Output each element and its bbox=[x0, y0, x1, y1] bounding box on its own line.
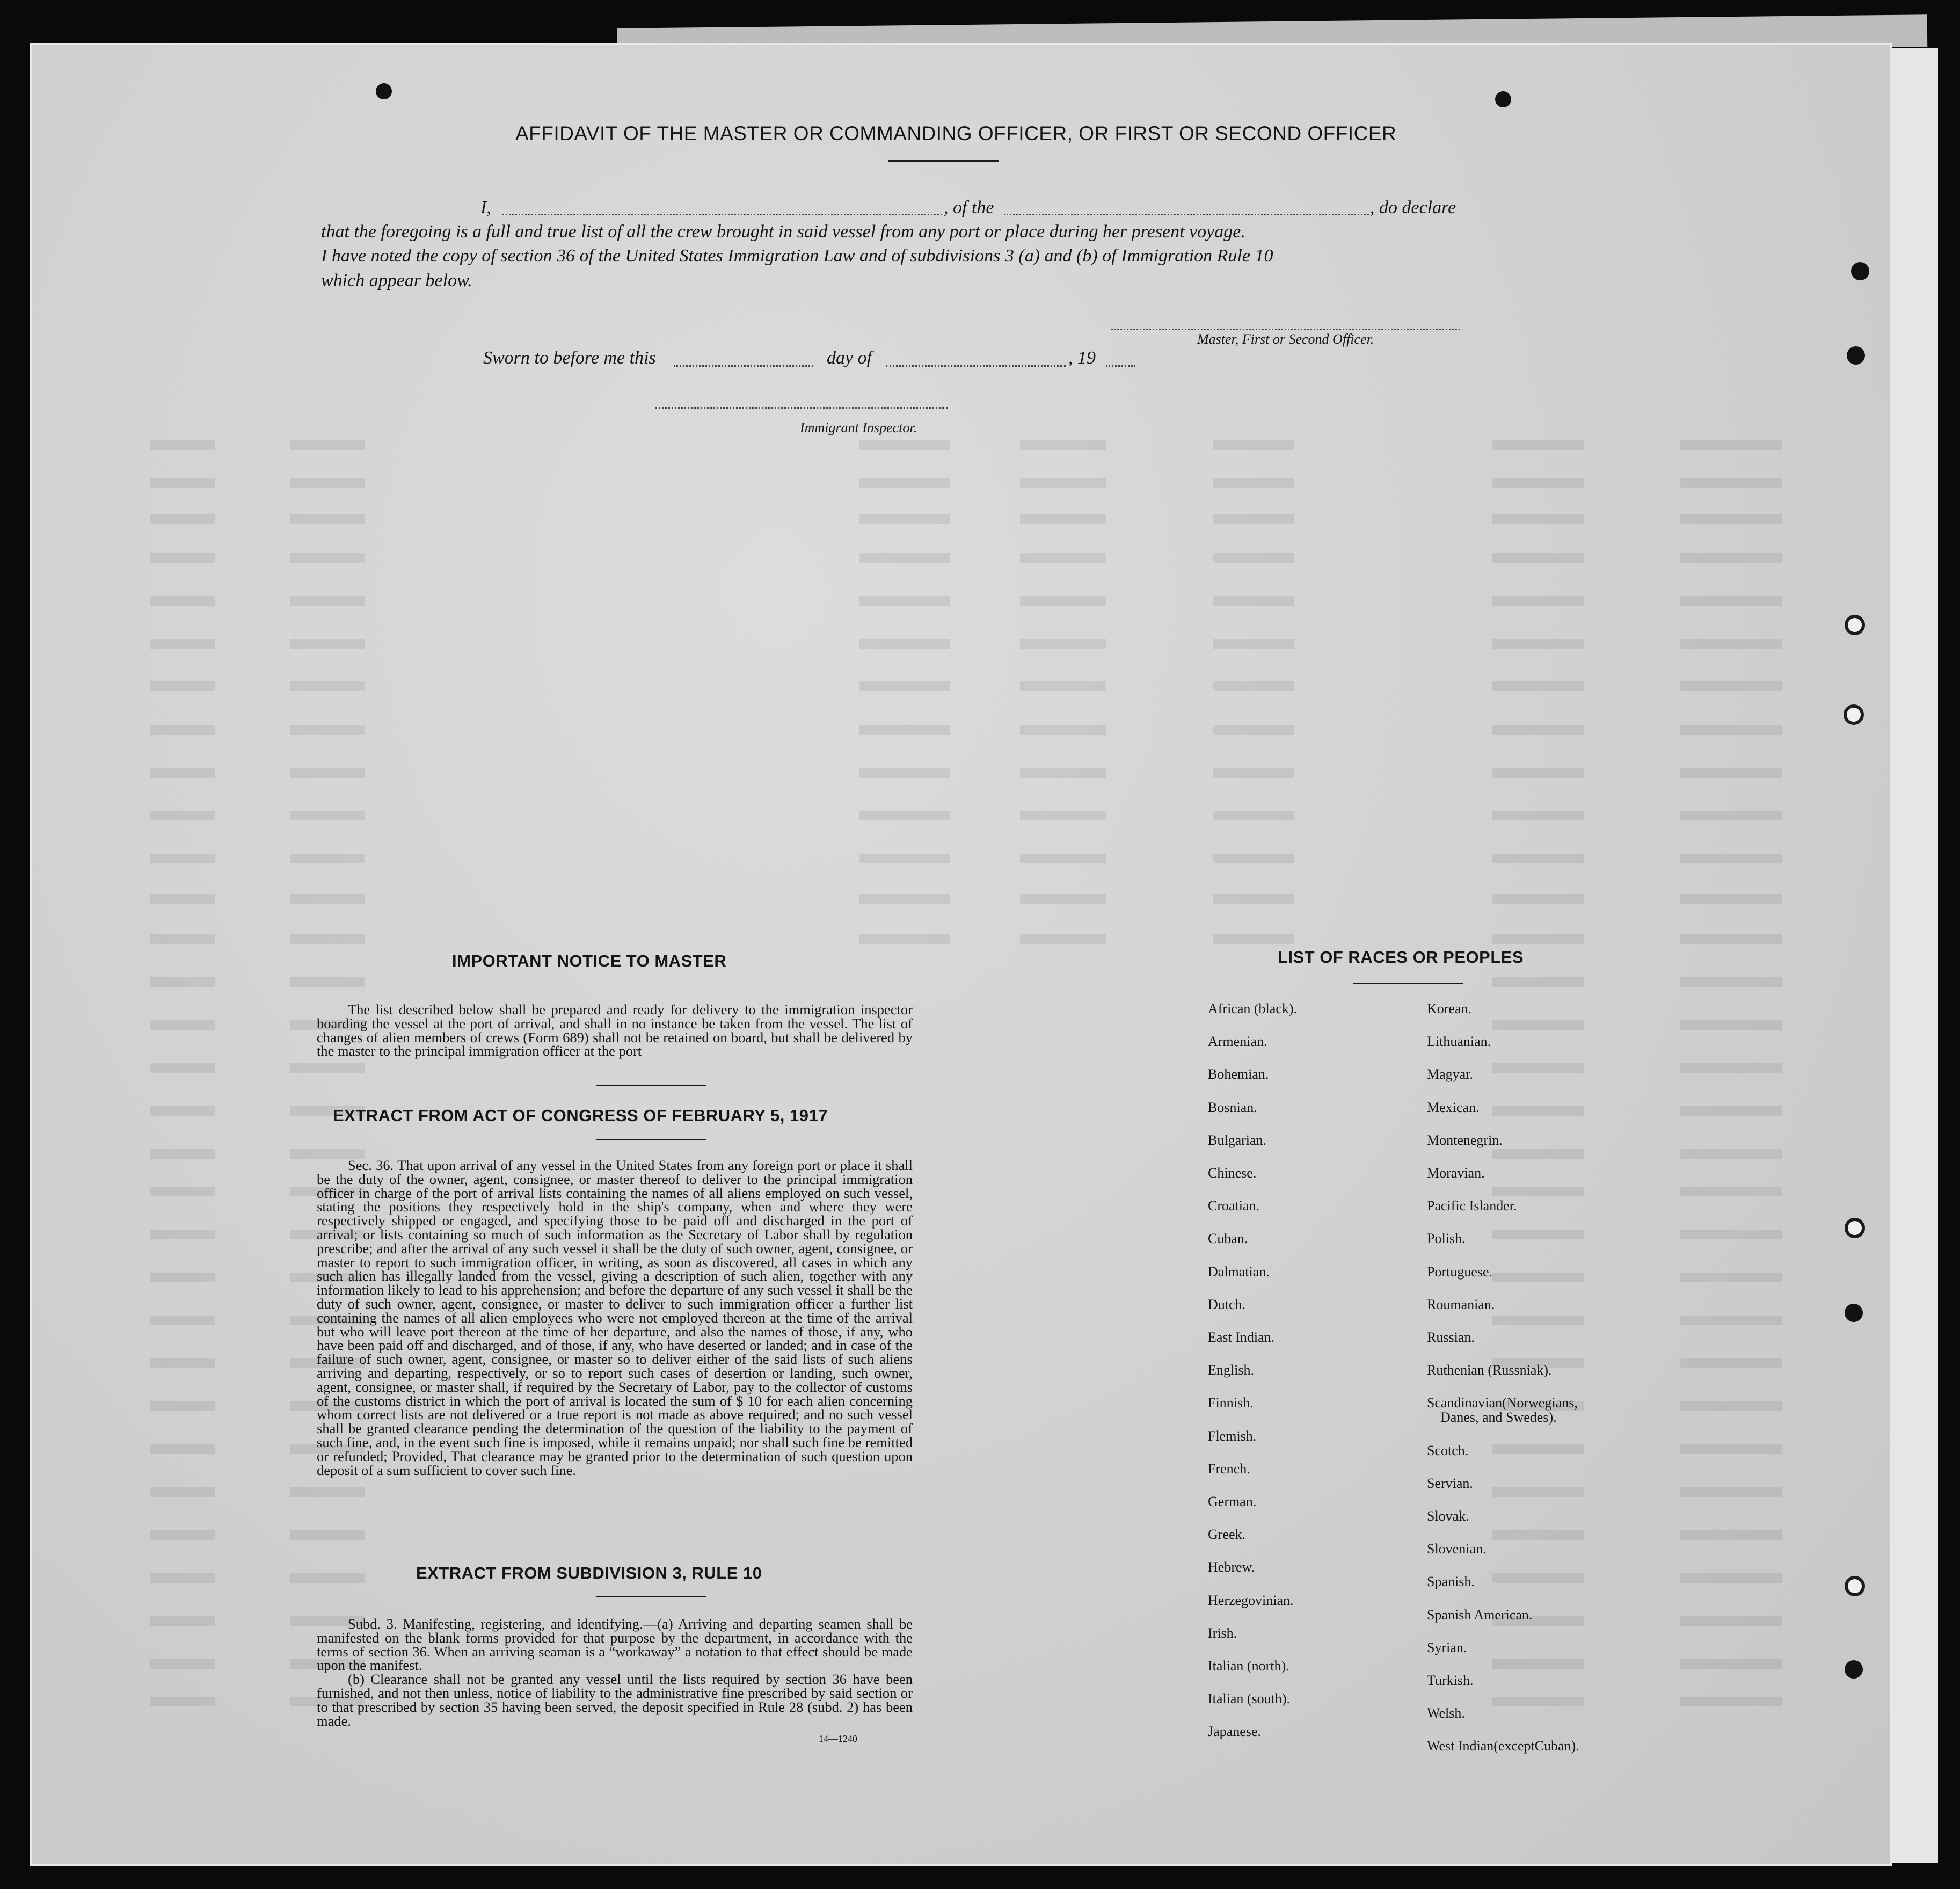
punch-hole bbox=[1845, 1660, 1863, 1679]
bleed-through-mark bbox=[290, 1063, 365, 1073]
bleed-through-mark bbox=[859, 768, 950, 778]
bleed-through-mark bbox=[1492, 1063, 1584, 1073]
bleed-through-mark bbox=[1680, 1316, 1782, 1325]
bleed-through-mark bbox=[1213, 768, 1294, 778]
bleed-through-mark bbox=[150, 440, 215, 450]
bleed-through-mark bbox=[290, 681, 365, 691]
notice-rule bbox=[596, 1085, 706, 1086]
race-item: Slovak. bbox=[1427, 1508, 1469, 1524]
bleed-through-mark bbox=[150, 1616, 215, 1626]
bleed-through-mark bbox=[1492, 596, 1584, 606]
bleed-through-mark bbox=[1213, 553, 1294, 563]
day-field-line bbox=[674, 365, 813, 367]
bleed-through-mark bbox=[859, 596, 950, 606]
race-item: Welsh. bbox=[1427, 1705, 1465, 1721]
race-item: Italian (south). bbox=[1208, 1691, 1291, 1707]
signature-field-line bbox=[1111, 329, 1460, 330]
bleed-through-mark bbox=[1680, 1273, 1782, 1282]
race-item: Greek. bbox=[1208, 1527, 1246, 1543]
bleed-through-mark bbox=[150, 1401, 215, 1411]
bleed-through-mark bbox=[1680, 811, 1782, 820]
race-item: Bohemian. bbox=[1208, 1066, 1269, 1082]
master-label: Master, First or Second Officer. bbox=[1197, 331, 1374, 347]
race-item: Armenian. bbox=[1208, 1034, 1267, 1050]
bleed-through-mark bbox=[1492, 1573, 1584, 1583]
bleed-through-mark bbox=[1680, 1106, 1782, 1116]
affidavit-line-2: that the foregoing is a full and true list of all the crew brought in said vessel from any port or place during her present voyage. bbox=[321, 222, 1245, 242]
bleed-through-mark bbox=[1680, 514, 1782, 524]
bleed-through-mark bbox=[1020, 553, 1106, 563]
document-page bbox=[30, 43, 1892, 1866]
act-text bbox=[317, 1159, 913, 1477]
bleed-through-mark bbox=[1020, 639, 1106, 649]
year-field-line bbox=[1106, 365, 1135, 367]
bleed-through-mark bbox=[290, 440, 365, 450]
bleed-through-mark bbox=[1680, 934, 1782, 944]
race-item: Polish. bbox=[1427, 1231, 1466, 1247]
bleed-through-mark bbox=[150, 1697, 215, 1706]
act-heading: EXTRACT FROM ACT OF CONGRESS OF FEBRUARY 5, 1917 bbox=[333, 1106, 828, 1125]
punch-hole bbox=[1844, 704, 1864, 725]
bleed-through-mark bbox=[150, 854, 215, 863]
bleed-through-mark bbox=[1213, 639, 1294, 649]
bleed-through-mark bbox=[1213, 478, 1294, 488]
affidavit-line-4: which appear below. bbox=[321, 271, 472, 290]
bleed-through-mark bbox=[290, 1530, 365, 1540]
race-item: Finnish. bbox=[1208, 1395, 1254, 1411]
bleed-through-mark bbox=[1492, 1697, 1584, 1706]
bleed-through-mark bbox=[290, 596, 365, 606]
bleed-through-mark bbox=[150, 1149, 215, 1159]
bleed-through-mark bbox=[150, 1230, 215, 1239]
race-item: Lithuanian. bbox=[1427, 1034, 1491, 1050]
race-item: Italian (north). bbox=[1208, 1658, 1289, 1674]
race-item: Turkish. bbox=[1427, 1673, 1474, 1688]
act-paragraph: Sec. 36. That upon arrival of any vessel in the United States from any foreign port or place it shall be the duty of the owner, agent, consignee, or master thereof to deliver to the principal immigration officer in charge of the port of arrival lists containing the names of all aliens employed on such vessel, stating the positions they respectively hold in the ship's company, when and where they were respectively shipped or engaged, and specifying those to be paid off and discharged in the port of arrival; or lists containing so much of such information as the Secretary of Labor shall by regulation prescribe; and after the arrival of any such vessel it shall be the duty of such owner, agent, consignee, or master to report to such immigration officer, in writing, as soon as discovered, all cases in which any such alien has illegally landed from the vessel, giving a description of such alien, together with any information likely to lead to his apprehension; and before the departure of any such vessel it shall be the duty of such owner, agent, consignee, or master to deliver to such immigration officer a further list containing the names of all alien employees who were not employed thereon at the time of the arrival but who will leave port thereon at the time of her departure, and also the names of those, if any, who have been paid off and discharged, and of those, if any, who have deserted or landed; and in case of the failure of such owner, agent, consignee, or master so to deliver either of the said lists of such aliens arriving and departing, respectively, or so to report such cases of desertion or landing, such owner, agent, consignee, or master shall, if required by the Secretary of Labor, pay to the collector of customs of the customs district in which the port of arrival is located the sum of $ 10 for each alien concerning whom correct lists are not delivered or a true report is not made as above required; and no such vessel shall be granted clearance pending the determination of the question of the liability to the payment of such fine, and, in the event such fine is imposed, while it remains unpaid; nor shall such fine be remitted or refunded; Provided, That clearance may be granted prior to the determination of such question upon deposit of a sum sufficient to cover such fine. bbox=[317, 1157, 913, 1478]
bleed-through-mark bbox=[1020, 854, 1106, 863]
punch-hole bbox=[1851, 262, 1869, 280]
race-item: Pacific Islander. bbox=[1427, 1198, 1517, 1214]
bleed-through-mark bbox=[1020, 934, 1106, 944]
bleed-through-mark bbox=[1680, 1616, 1782, 1626]
bleed-through-mark bbox=[1492, 854, 1584, 863]
race-item: Japanese. bbox=[1208, 1724, 1261, 1740]
bleed-through-mark bbox=[150, 1106, 215, 1116]
race-item: Portuguese. bbox=[1427, 1263, 1493, 1280]
bleed-through-mark bbox=[150, 934, 215, 944]
bleed-through-mark bbox=[859, 811, 950, 820]
punch-hole bbox=[1845, 1218, 1865, 1238]
race-item: Hebrew. bbox=[1208, 1559, 1255, 1575]
rule-rule bbox=[596, 1596, 706, 1597]
bleed-through-mark bbox=[1680, 1187, 1782, 1196]
bleed-through-mark bbox=[150, 1316, 215, 1325]
bleed-through-mark bbox=[290, 639, 365, 649]
bleed-through-mark bbox=[150, 811, 215, 820]
bleed-through-mark bbox=[1680, 1487, 1782, 1497]
affidavit-title: AFFIDAVIT OF THE MASTER OR COMMANDING OFFICER, OR FIRST OR SECOND OFFICER bbox=[515, 122, 1397, 144]
bleed-through-mark bbox=[1680, 440, 1782, 450]
bleed-through-mark bbox=[1680, 1573, 1782, 1583]
vessel-field-line bbox=[1004, 214, 1369, 215]
bleed-through-mark bbox=[1680, 768, 1782, 778]
bleed-through-mark bbox=[1492, 1316, 1584, 1325]
bleed-through-mark bbox=[1680, 639, 1782, 649]
bleed-through-mark bbox=[290, 478, 365, 488]
race-item: Croatian. bbox=[1208, 1198, 1260, 1214]
race-item: English. bbox=[1208, 1362, 1254, 1378]
bleed-through-mark bbox=[1492, 1444, 1584, 1454]
race-item: West Indian(exceptCuban). bbox=[1427, 1738, 1579, 1754]
race-item: Moravian. bbox=[1427, 1165, 1485, 1181]
affidavit-of-the: , of the bbox=[944, 198, 994, 217]
race-item: Magyar. bbox=[1427, 1066, 1473, 1082]
races-heading: LIST OF RACES OR PEOPLES bbox=[1278, 948, 1524, 967]
bleed-through-mark bbox=[1492, 440, 1584, 450]
bleed-through-mark bbox=[1020, 725, 1106, 735]
bleed-through-mark bbox=[150, 478, 215, 488]
bleed-through-mark bbox=[290, 768, 365, 778]
bleed-through-mark bbox=[1213, 440, 1294, 450]
bleed-through-mark bbox=[1213, 725, 1294, 735]
notice-heading: IMPORTANT NOTICE TO MASTER bbox=[452, 951, 727, 970]
bleed-through-mark bbox=[150, 725, 215, 735]
bleed-through-mark bbox=[290, 1573, 365, 1583]
month-field-line bbox=[886, 365, 1066, 367]
bleed-through-mark bbox=[1492, 681, 1584, 691]
bleed-through-mark bbox=[1213, 811, 1294, 820]
bleed-through-mark bbox=[1492, 894, 1584, 904]
inspector-field-line bbox=[655, 407, 948, 409]
bleed-through-mark bbox=[150, 553, 215, 563]
bleed-through-mark bbox=[1680, 1020, 1782, 1030]
bleed-through-mark bbox=[1020, 514, 1106, 524]
bleed-through-mark bbox=[1680, 977, 1782, 987]
bleed-through-mark bbox=[1680, 596, 1782, 606]
bleed-through-mark bbox=[1213, 514, 1294, 524]
title-underline bbox=[888, 160, 999, 162]
right-page-edge bbox=[1890, 48, 1938, 1863]
bleed-through-mark bbox=[1492, 1230, 1584, 1239]
name-field-line bbox=[502, 214, 942, 215]
bleed-through-mark bbox=[1680, 1401, 1782, 1411]
bleed-through-mark bbox=[150, 977, 215, 987]
bleed-through-mark bbox=[1492, 553, 1584, 563]
race-item: Korean. bbox=[1427, 1001, 1472, 1016]
race-item: Scandinavian(Norwegians, bbox=[1427, 1395, 1578, 1411]
rule-paragraph-a: Subd. 3. Manifesting, registering, and identifying.—(a) Arriving and departing seamen shall be manifested on the blank forms provided for that purpose by the department, in accordance with the terms of section 36. When an arriving seaman is a “workaway” a notation to that effect should be made upon the manifest. bbox=[317, 1616, 913, 1674]
bleed-through-mark bbox=[859, 478, 950, 488]
bleed-through-mark bbox=[1680, 1230, 1782, 1239]
bleed-through-mark bbox=[859, 553, 950, 563]
race-item: Montenegrin. bbox=[1427, 1132, 1503, 1148]
bleed-through-mark bbox=[1020, 440, 1106, 450]
race-item: German. bbox=[1208, 1494, 1257, 1509]
bleed-through-mark bbox=[150, 1573, 215, 1583]
bleed-through-mark bbox=[290, 977, 365, 987]
bleed-through-mark bbox=[150, 1273, 215, 1282]
bleed-through-mark bbox=[1020, 478, 1106, 488]
bleed-through-mark bbox=[290, 854, 365, 863]
bleed-through-mark bbox=[1020, 596, 1106, 606]
bleed-through-mark bbox=[1020, 811, 1106, 820]
notice-text bbox=[317, 1003, 913, 1058]
bleed-through-mark bbox=[1492, 1187, 1584, 1196]
race-item: French. bbox=[1208, 1461, 1250, 1477]
bleed-through-mark bbox=[1213, 934, 1294, 944]
bleed-through-mark bbox=[1680, 1659, 1782, 1669]
bleed-through-mark bbox=[1492, 977, 1584, 987]
bleed-through-mark bbox=[1492, 1149, 1584, 1159]
rule-heading: EXTRACT FROM SUBDIVISION 3, RULE 10 bbox=[416, 1564, 762, 1582]
bleed-through-mark bbox=[1492, 1020, 1584, 1030]
bleed-through-mark bbox=[1213, 854, 1294, 863]
affidavit-declare: , do declare bbox=[1370, 198, 1456, 217]
punch-hole bbox=[1845, 615, 1865, 635]
race-item: Irish. bbox=[1208, 1625, 1237, 1641]
bleed-through-mark bbox=[150, 894, 215, 904]
bleed-through-mark bbox=[150, 681, 215, 691]
bleed-through-mark bbox=[1492, 1487, 1584, 1497]
race-item: Roumanian. bbox=[1427, 1296, 1495, 1312]
bleed-through-mark bbox=[150, 1444, 215, 1454]
race-item: Dalmatian. bbox=[1208, 1263, 1270, 1280]
bleed-through-mark bbox=[150, 1487, 215, 1497]
affidavit-line-3: I have noted the copy of section 36 of the United States Immigration Law and of subdivisions 3 (a) and (b) of Immigration Rule 10 bbox=[321, 246, 1273, 266]
bleed-through-mark bbox=[150, 1063, 215, 1073]
race-item: Chinese. bbox=[1208, 1165, 1257, 1181]
bleed-through-mark bbox=[150, 514, 215, 524]
bleed-through-mark bbox=[1020, 768, 1106, 778]
bleed-through-mark bbox=[1492, 478, 1584, 488]
bleed-through-mark bbox=[1680, 854, 1782, 863]
bleed-through-mark bbox=[1020, 681, 1106, 691]
bleed-through-mark bbox=[1680, 1530, 1782, 1540]
race-item: Ruthenian (Russniak). bbox=[1427, 1362, 1552, 1378]
bleed-through-mark bbox=[1492, 1273, 1584, 1282]
notice-paragraph: The list described below shall be prepared and ready for delivery to the immigration inspector boarding the vessel at the port of arrival, and shall in no instance be taken from the vessel. The list of changes of alien members of crews (Form 689) shall not be retained on board, but shall be delivered by the master to the principal immigration officer at the port bbox=[317, 1001, 913, 1059]
bleed-through-mark bbox=[150, 639, 215, 649]
bleed-through-mark bbox=[1680, 1358, 1782, 1368]
race-item: Danes, and Swedes). bbox=[1440, 1410, 1557, 1426]
act-rule bbox=[596, 1139, 706, 1140]
bleed-through-mark bbox=[150, 768, 215, 778]
bleed-through-mark bbox=[859, 514, 950, 524]
bleed-through-mark bbox=[150, 1530, 215, 1540]
bleed-through-mark bbox=[859, 440, 950, 450]
bleed-through-mark bbox=[1680, 725, 1782, 735]
bleed-through-mark bbox=[1680, 681, 1782, 691]
bleed-through-mark bbox=[1492, 1659, 1584, 1669]
inspector-label: Immigrant Inspector. bbox=[800, 420, 917, 435]
bleed-through-mark bbox=[859, 725, 950, 735]
race-item: Russian. bbox=[1427, 1329, 1475, 1345]
bleed-through-mark bbox=[1492, 1106, 1584, 1116]
bleed-through-mark bbox=[1492, 1530, 1584, 1540]
bleed-through-mark bbox=[150, 1659, 215, 1669]
bleed-through-mark bbox=[1680, 1149, 1782, 1159]
bleed-through-mark bbox=[1213, 681, 1294, 691]
bleed-through-mark bbox=[1492, 811, 1584, 820]
bleed-through-mark bbox=[290, 1487, 365, 1497]
bleed-through-mark bbox=[150, 1358, 215, 1368]
punch-hole bbox=[1847, 346, 1865, 365]
punch-hole bbox=[1845, 1576, 1865, 1596]
races-rule bbox=[1353, 983, 1463, 984]
bleed-through-mark bbox=[1213, 596, 1294, 606]
race-item: Bosnian. bbox=[1208, 1099, 1257, 1115]
bleed-through-mark bbox=[290, 894, 365, 904]
rule-paragraph-b: (b) Clearance shall not be granted any vessel until the lists required by section 36 have been furnished, and not then unless, notice of liability to the administrative fine prescribed by said section or to that prescribed by section 35 having been served, the deposit specified in Rule 28 (subd. 2) has been made. bbox=[317, 1671, 913, 1729]
race-item: Slovenian. bbox=[1427, 1541, 1487, 1557]
bleed-through-mark bbox=[1492, 725, 1584, 735]
bleed-through-mark bbox=[150, 596, 215, 606]
affidavit-i: I, bbox=[480, 198, 491, 217]
punch-hole bbox=[1495, 91, 1511, 107]
bleed-through-mark bbox=[1680, 478, 1782, 488]
race-item: Syrian. bbox=[1427, 1639, 1467, 1655]
race-item: Cuban. bbox=[1208, 1231, 1248, 1247]
race-item: Herzegovinian. bbox=[1208, 1592, 1294, 1608]
race-item: Spanish. bbox=[1427, 1574, 1475, 1590]
bleed-through-mark bbox=[290, 934, 365, 944]
race-item: Scotch. bbox=[1427, 1442, 1469, 1458]
bleed-through-mark bbox=[150, 1187, 215, 1196]
bleed-through-mark bbox=[859, 934, 950, 944]
bleed-through-mark bbox=[1492, 768, 1584, 778]
bleed-through-mark bbox=[290, 514, 365, 524]
bleed-through-mark bbox=[290, 553, 365, 563]
bleed-through-mark bbox=[1680, 1063, 1782, 1073]
bleed-through-mark bbox=[1680, 1697, 1782, 1706]
bleed-through-mark bbox=[1020, 894, 1106, 904]
bleed-through-mark bbox=[1492, 934, 1584, 944]
race-item: Spanish American. bbox=[1427, 1607, 1533, 1623]
bleed-through-mark bbox=[1492, 639, 1584, 649]
day-of-text: day of bbox=[827, 348, 872, 368]
bleed-through-mark bbox=[859, 681, 950, 691]
form-number: 14—1240 bbox=[819, 1733, 857, 1744]
race-item: Mexican. bbox=[1427, 1099, 1480, 1115]
year-text: , 19 bbox=[1068, 348, 1096, 368]
race-item: Servian. bbox=[1427, 1475, 1473, 1491]
race-item: Bulgarian. bbox=[1208, 1132, 1267, 1148]
bleed-through-mark bbox=[1680, 553, 1782, 563]
bleed-through-mark bbox=[859, 894, 950, 904]
race-item: Flemish. bbox=[1208, 1428, 1257, 1444]
bleed-through-mark bbox=[859, 639, 950, 649]
bleed-through-mark bbox=[150, 1020, 215, 1030]
bleed-through-mark bbox=[1213, 894, 1294, 904]
sworn-text: Sworn to before me this bbox=[483, 348, 656, 368]
bleed-through-mark bbox=[290, 725, 365, 735]
race-item: African (black). bbox=[1208, 1001, 1298, 1016]
punch-hole bbox=[376, 83, 392, 99]
bleed-through-mark bbox=[1680, 894, 1782, 904]
bleed-through-mark bbox=[1680, 1444, 1782, 1454]
bleed-through-mark bbox=[1492, 514, 1584, 524]
race-item: East Indian. bbox=[1208, 1329, 1275, 1345]
punch-hole bbox=[1845, 1304, 1863, 1322]
race-item: Dutch. bbox=[1208, 1296, 1246, 1312]
rule-text bbox=[317, 1617, 913, 1728]
bleed-through-mark bbox=[290, 811, 365, 820]
bleed-through-mark bbox=[859, 854, 950, 863]
